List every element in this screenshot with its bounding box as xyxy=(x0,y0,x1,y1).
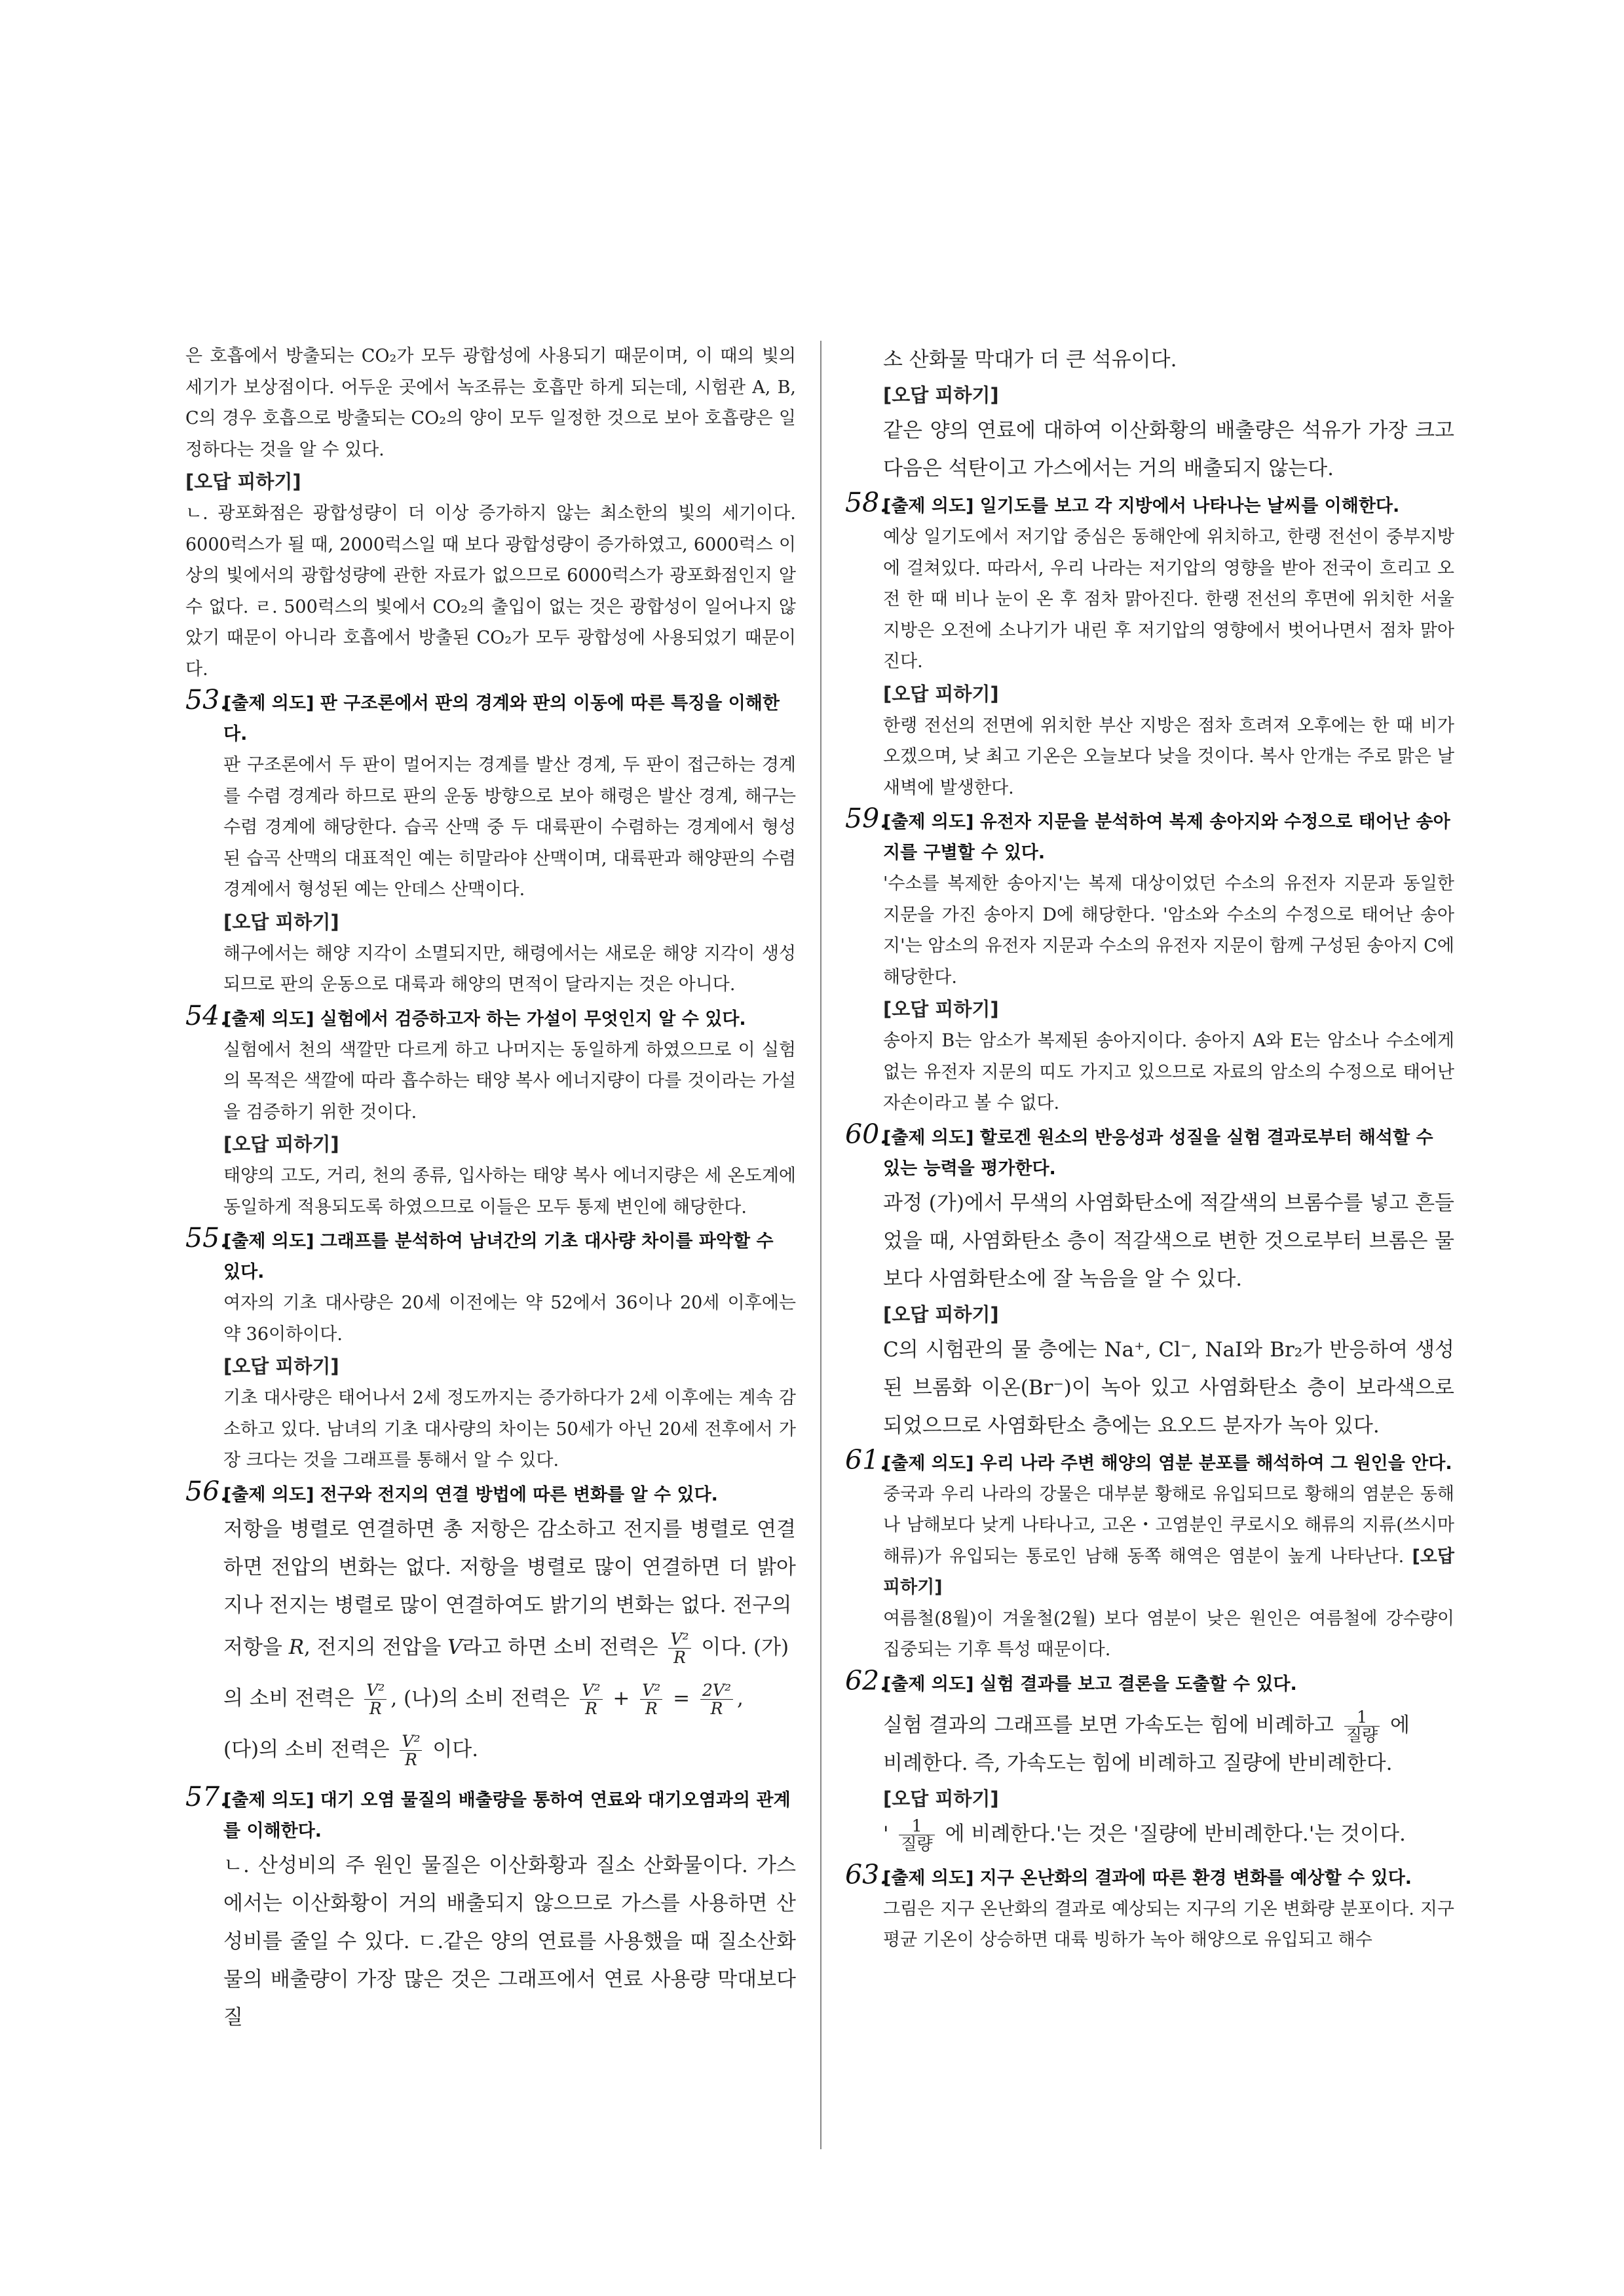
q56-text: , (나)의 소비 전력은 xyxy=(390,1686,570,1710)
denominator: 질량 xyxy=(1346,1725,1378,1745)
denominator: 질량 xyxy=(901,1834,933,1854)
denominator: R xyxy=(645,1698,658,1718)
q61-header xyxy=(845,1444,1454,1479)
q61-intent: [출제 의도] 우리 나라 주변 해양의 염분 분포를 해석하여 그 원인을 안다. xyxy=(883,1453,1452,1474)
q54-answer-note-heading: [오답 피하기] xyxy=(223,1133,339,1155)
fraction-2v2-over-r xyxy=(700,1681,733,1717)
denominator: R xyxy=(585,1698,597,1718)
fraction-v2-over-r xyxy=(364,1681,387,1717)
q54-number: 54. xyxy=(185,999,229,1031)
numerator: V² xyxy=(400,1732,422,1751)
q59-paragraph: '수소를 복제한 송아지'는 복제 대상이었던 수소의 유전자 지문과 동일한 지문을 가진 송아지 D에 해당한다. '암소와 수소의 수정으로 태어난 송아지'는 암소의 유전자 지문과 수소의 유전자 지문이 함께 구성된 송아지 C에 해당한다. xyxy=(883,873,1454,987)
q55-intent: [출제 의도] 그래프를 분석하여 남녀간의 기초 대사량 차이를 파악할 수 있다. xyxy=(223,1231,774,1282)
fraction-v2-over-r xyxy=(580,1681,602,1717)
q57-number: 57. xyxy=(185,1780,229,1812)
q58-intent: [출제 의도] 일기도를 보고 각 지방에서 나타나는 날씨를 이해한다. xyxy=(883,496,1400,516)
q60-paragraph: 과정 (가)에서 무색의 사염화탄소에 적갈색의 브롬수를 넣고 흔들었을 때, 사염화탄소 층이 적갈색으로 변한 것으로부터 브롬은 물보다 사염화탄소에 잘 녹음을 알 수 있다. xyxy=(883,1191,1454,1291)
numerator: 1 xyxy=(1344,1708,1380,1727)
q60-answer-note: C의 시험관의 물 층에는 Na⁺, Cl⁻, NaI와 Br₂가 반응하여 생성된 브롬화 이온(Br⁻)이 녹아 있고 사염화탄소 층이 보라색으로 되었으므로 사염화탄소 층에는 요오드 분자가 녹아 있다. xyxy=(883,1337,1454,1438)
q53-answer-note-heading: [오답 피하기] xyxy=(223,910,339,933)
q59-intent: [출제 의도] 유전자 지문을 분석하여 복제 송아지와 수정으로 태어난 송아지를 구별할 수 있다. xyxy=(883,812,1450,863)
q63-body xyxy=(883,1894,1454,1956)
comma: , xyxy=(736,1686,744,1710)
q57-body xyxy=(223,1846,796,2037)
fraction-v2-over-r xyxy=(400,1732,422,1769)
q57-answer-note: 같은 양의 연료에 대하여 이산화황의 배출량은 석유가 가장 크고 다음은 석탄이고 가스에서는 거의 배출되지 않는다. xyxy=(883,419,1454,480)
q55-answer-note: 기초 대사량은 태어나서 2세 정도까지는 증가하다가 2세 이후에는 계속 감소하고 있다. 남녀의 기초 대사량의 차이는 50세가 아닌 20세 전후에서 가장 크다는 것을 그래프를 통해서 알 수 있다. xyxy=(223,1388,796,1470)
q53-header xyxy=(185,684,796,750)
denominator: R xyxy=(369,1698,382,1718)
numerator: V² xyxy=(364,1681,387,1700)
q60-header xyxy=(845,1118,1454,1184)
q59-header xyxy=(845,803,1454,868)
fraction-one-over-mass xyxy=(1344,1708,1380,1744)
q59-number: 59. xyxy=(845,803,888,834)
q58-paragraph: 예상 일기도에서 저기압 중심은 동해안에 위치하고, 한랭 전선이 중부지방에 걸쳐있다. 따라서, 우리 나라는 저기압의 영향을 받아 전국이 흐리고 오전 한 때 비나 눈이 온 후 점차 맑아진다. 한랭 전선의 후면에 위치한 서울 지방은 오전에 소나기가 내린 후 저기압의 영향에서 벗어나면서 점차 맑아진다. xyxy=(883,527,1454,672)
q62-answer-note xyxy=(883,1815,1454,1853)
q55-paragraph: 여자의 기초 대사량은 20세 이전에는 약 52에서 36이나 20세 이후에는 약 36이하이다. xyxy=(223,1293,796,1345)
q61-answer-note-heading: [오답 피하기] xyxy=(883,1546,1454,1598)
q61-number: 61. xyxy=(845,1444,888,1476)
q58-answer-note-heading: [오답 피하기] xyxy=(883,682,999,705)
q56-header xyxy=(185,1475,796,1510)
q62-text: 에 비례한다.'는 것은 '질량에 반비례한다.'는 것이다. xyxy=(945,1822,1406,1846)
q56-number: 56. xyxy=(185,1475,229,1507)
q62-paragraph: 비례한다. 즉, 가속도는 힘에 비례하고 질량에 반비례한다. xyxy=(883,1751,1393,1775)
q62-number: 62. xyxy=(845,1664,888,1696)
fraction-v2-over-r xyxy=(640,1681,662,1717)
q60-body xyxy=(883,1184,1454,1445)
q62-text: 실험 결과의 그래프를 보면 가속도는 힘에 비례하고 xyxy=(883,1713,1334,1737)
q56-power-line-3 xyxy=(223,1731,796,1769)
q62-header xyxy=(845,1664,1454,1700)
q56-text: 저항을 xyxy=(223,1635,282,1659)
q60-number: 60. xyxy=(845,1118,888,1150)
q58-number: 58. xyxy=(845,487,888,518)
denominator: R xyxy=(673,1647,686,1667)
q62-text: 에 xyxy=(1390,1713,1410,1737)
q57-paragraph: ㄴ. 산성비의 주 원인 물질은 이산화황과 질소 산화물이다. 가스에서는 이산화황이 거의 배출되지 않으므로 가스를 사용하면 산성비를 줄일 수 있다. ㄷ.같은 양의 연료를 사용했을 때 질소산화물의 배출량이 가장 많은 것은 그래프에서 연료 사용량 막대보다 질 xyxy=(223,1853,796,2029)
var-r: R xyxy=(288,1635,305,1659)
denominator: R xyxy=(405,1750,417,1769)
q57-answer-note-heading: [오답 피하기] xyxy=(883,384,999,406)
q53-number: 53. xyxy=(185,684,229,716)
q58-header xyxy=(845,487,1454,522)
q57-continuation xyxy=(883,341,1454,488)
equals-sign: = xyxy=(673,1686,690,1710)
q56-power-line-1 xyxy=(223,1628,796,1666)
q56-intent: [출제 의도] 전구와 전지의 연결 방법에 따른 변화를 알 수 있다. xyxy=(223,1484,718,1505)
q55-body xyxy=(223,1288,796,1476)
q58-body xyxy=(883,522,1454,803)
column-divider xyxy=(820,341,821,2149)
q53-answer-note: 해구에서는 해양 지각이 소멸되지만, 해령에서는 새로운 해양 지각이 생성되므로 판의 운동으로 대륙과 해양의 면적이 달라지는 것은 아니다. xyxy=(223,943,796,995)
intro-paragraph: 은 호흡에서 방출되는 CO₂가 모두 광합성에 사용되기 때문이며, 이 때의 빛의 세기가 보상점이다. 어두운 곳에서 녹조류는 호흡만 하게 되는데, 시험관 A, B, C의 경우 호흡으로 방출되는 CO₂의 양이 모두 일정한 것으로 보아 호흡량은 일정하다는 것을 알 수 있다. xyxy=(185,346,796,460)
q56-power-line-2 xyxy=(223,1679,796,1717)
var-v: V xyxy=(447,1635,463,1659)
q53-body xyxy=(223,750,796,1001)
q57-paragraph-continued: 소 산화물 막대가 더 큰 석유이다. xyxy=(883,348,1177,372)
quote-mark: ' xyxy=(883,1822,889,1846)
right-column xyxy=(845,341,1454,1956)
q61-body xyxy=(883,1479,1454,1666)
q54-header xyxy=(185,999,796,1035)
q55-number: 55. xyxy=(185,1222,229,1253)
q56-paragraph: 저항을 병렬로 연결하면 총 저항은 감소하고 전지를 병렬로 연결하면 전압의 변화는 없다. 저항을 병렬로 많이 연결하면 더 밝아지나 전지는 병렬로 많이 연결하여도 밝기의 변화는 없다. 전구의 xyxy=(223,1517,796,1617)
q56-text: , 전지의 전압을 xyxy=(304,1635,442,1659)
q56-text: 라고 하면 소비 전력은 xyxy=(462,1635,658,1659)
numerator: 2V² xyxy=(700,1681,733,1700)
numerator: V² xyxy=(580,1681,602,1700)
q61-answer-note: 여름철(8월)이 겨울철(2월) 보다 염분이 낮은 원인은 여름철에 강수량이 집중되는 기후 특성 때문이다. xyxy=(883,1608,1454,1660)
q56-text: 의 소비 전력은 xyxy=(223,1686,354,1710)
q63-intent: [출제 의도] 지구 온난화의 결과에 따른 환경 변화를 예상할 수 있다. xyxy=(883,1867,1412,1888)
q60-intent: [출제 의도] 할로겐 원소의 반응성과 성질을 실험 결과로부터 해석할 수 있는 능력을 평가한다. xyxy=(883,1127,1433,1179)
fraction-one-over-mass xyxy=(899,1817,934,1853)
q62-intent: [출제 의도] 실험 결과를 보고 결론을 도출할 수 있다. xyxy=(883,1674,1297,1694)
q60-answer-note-heading: [오답 피하기] xyxy=(883,1303,999,1326)
q55-header xyxy=(185,1222,796,1288)
q59-answer-note: 송아지 B는 암소가 복제된 송아지이다. 송아지 A와 E는 암소나 수소에게 없는 유전자 지문의 띠도 가지고 있으므로 자료의 암소의 수정으로 태어난 자손이라고 볼 수 없다. xyxy=(883,1031,1454,1113)
q62-line-1 xyxy=(883,1706,1454,1744)
intro-answer-note-heading: [오답 피하기] xyxy=(185,470,301,493)
q54-body xyxy=(223,1035,796,1223)
q54-intent: [출제 의도] 실험에서 검증하고자 하는 가설이 무엇인지 알 수 있다. xyxy=(223,1008,746,1029)
q55-answer-note-heading: [오답 피하기] xyxy=(223,1355,339,1377)
q57-header xyxy=(185,1780,796,1846)
numerator: 1 xyxy=(899,1817,934,1835)
intro-answer-note: ㄴ. 광포화점은 광합성량이 더 이상 증가하지 않는 최소한의 빛의 세기이다. 6000럭스가 될 때, 2000럭스일 때 보다 광합성량이 증가하였고, 6000럭스 이상의 빛에서의 광합성량에 관한 자료가 없으므로 6000럭스가 광포화점인지 알 수 없다. ㄹ. 500럭스의 빛에서 CO₂의 출입이 없는 것은 광합성이 일어나지 않았기 때문이 아니라 호흡에서 방출된 CO₂가 모두 광합성에 사용되었기 때문이다. xyxy=(185,503,796,679)
denominator: R xyxy=(710,1698,723,1718)
left-column xyxy=(185,341,796,2037)
q57-intent: [출제 의도] 대기 오염 물질의 배출량을 통하여 연료와 대기오염과의 관계를 이해한다. xyxy=(223,1789,791,1841)
q59-answer-note-heading: [오답 피하기] xyxy=(883,998,999,1020)
q62-answer-note-heading: [오답 피하기] xyxy=(883,1787,999,1810)
numerator: V² xyxy=(668,1630,690,1649)
q56-body xyxy=(223,1510,796,1769)
q53-intent: [출제 의도] 판 구조론에서 판의 경계와 판의 이동에 따른 특징을 이해한다. xyxy=(223,693,780,744)
q54-answer-note: 태양의 고도, 거리, 천의 종류, 입사하는 태양 복사 에너지량은 세 온도계에 동일하게 적용되도록 하였으므로 이들은 모두 통제 변인에 해당한다. xyxy=(223,1166,796,1217)
q62-body xyxy=(883,1706,1454,1853)
q63-number: 63. xyxy=(845,1858,888,1890)
q56-text: (다)의 소비 전력은 xyxy=(223,1737,390,1761)
fraction-v2-over-r xyxy=(668,1630,690,1666)
plus-sign: + xyxy=(613,1686,630,1710)
q59-body xyxy=(883,868,1454,1119)
q61-text: 중국과 우리 나라의 강물은 대부분 황해로 유입되므로 황해의 염분은 동해나 남해보다 낮게 나타나고, 고온・고염분인 쿠로시오 해류의 지류(쓰시마 해류)가 유입되는 통로인 남해 동쪽 해역은 염분이 높게 나타난다. xyxy=(883,1483,1454,1567)
q58-answer-note: 한랭 전선의 전면에 위치한 부산 지방은 점차 흐려져 오후에는 한 때 비가 오겠으며, 낮 최고 기온은 오늘보다 낮을 것이다. 복사 안개는 주로 맑은 날 새벽에 발생한다. xyxy=(883,715,1454,798)
q61-paragraph xyxy=(883,1479,1454,1603)
q54-paragraph: 실험에서 천의 색깔만 다르게 하고 나머지는 동일하게 하였으므로 이 실험의 목적은 색깔에 따라 흡수하는 태양 복사 에너지량이 다를 것이라는 가설을 검증하기 위한 것이다. xyxy=(223,1039,796,1122)
numerator: V² xyxy=(640,1681,662,1700)
q53-paragraph: 판 구조론에서 두 판이 멀어지는 경계를 발산 경계, 두 판이 접근하는 경계를 수렴 경계라 하므로 판의 운동 방향으로 보아 해령은 발산 경계, 해구는 수렴 경계에 해당한다. 습곡 산맥 중 두 대륙판이 수렴하는 경계에서 형성된 습곡 산맥의 대표적인 예는 히말라야 산맥이며, 대륙판과 해양판의 수렴 경계에서 형성된 예는 안데스 산맥이다. xyxy=(223,755,796,900)
q56-text: 이다. xyxy=(432,1737,479,1761)
q56-text: 이다. (가) xyxy=(701,1635,789,1659)
q63-paragraph: 그림은 지구 온난화의 결과로 예상되는 지구의 기온 변화량 분포이다. 지구 평균 기온이 상승하면 대륙 빙하가 녹아 해양으로 유입되고 해수 xyxy=(883,1898,1454,1950)
q63-header xyxy=(845,1858,1454,1894)
